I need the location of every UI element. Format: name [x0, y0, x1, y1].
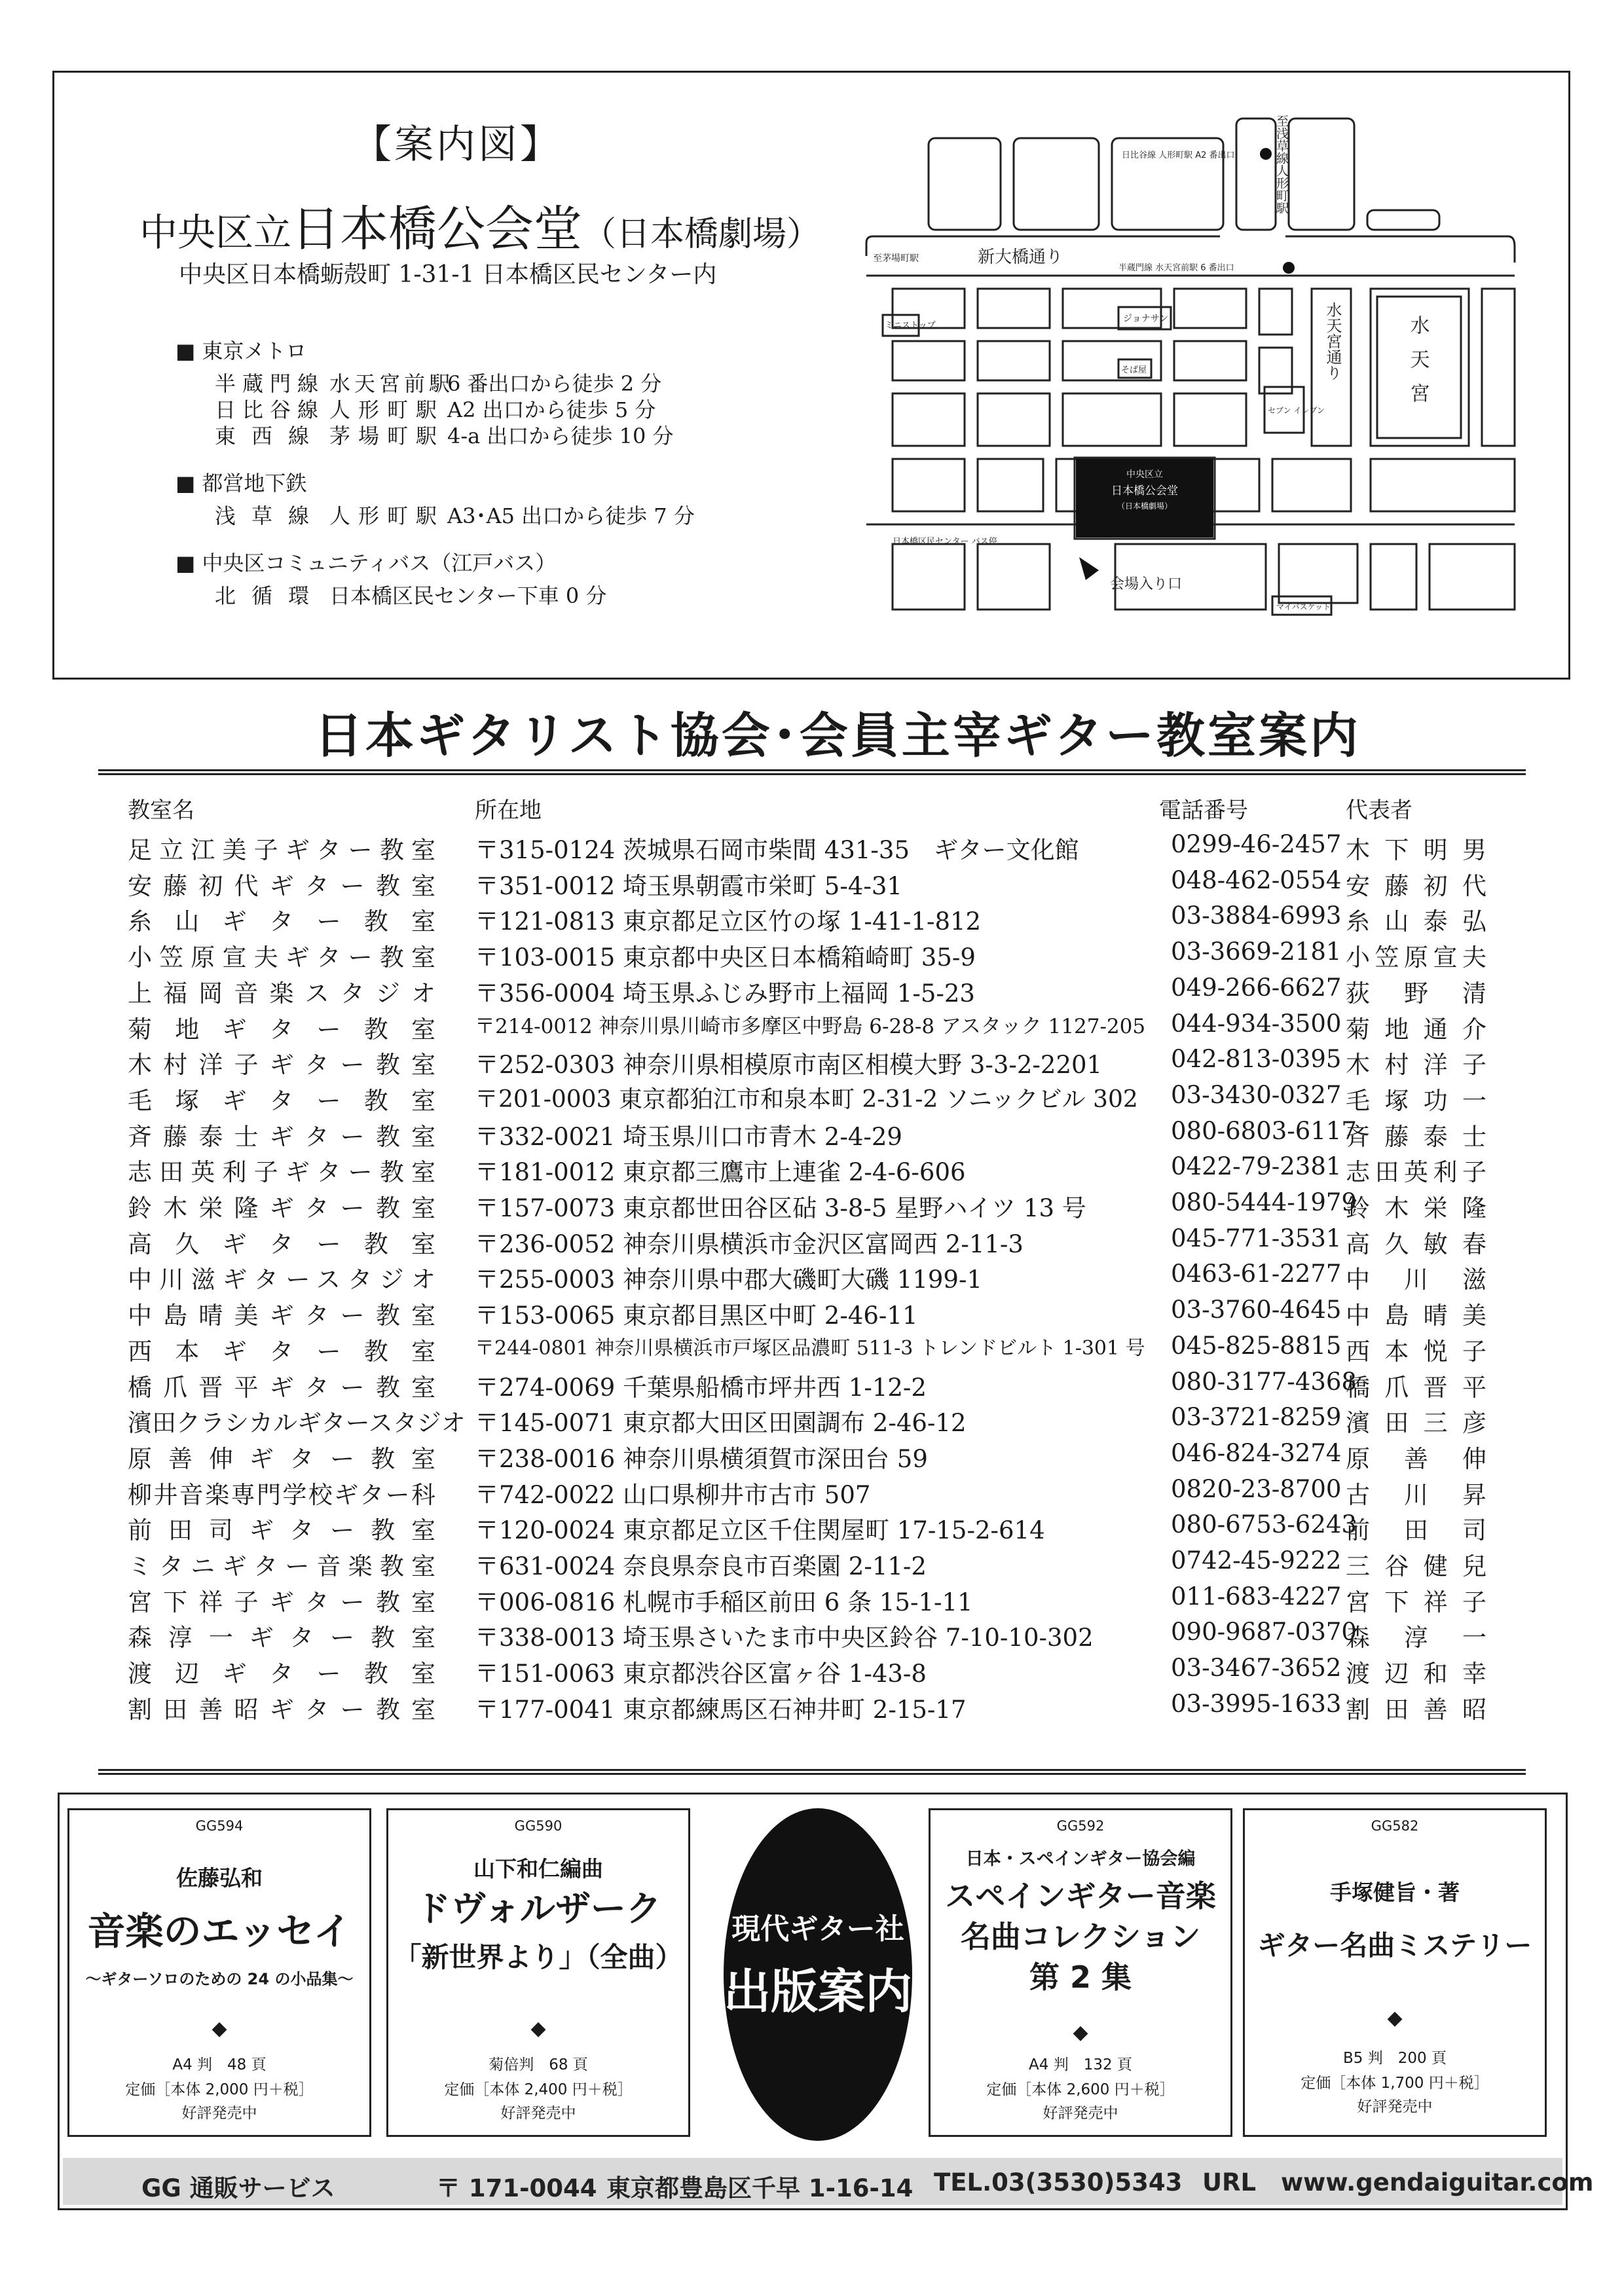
publication-guide-label: 出版案内	[724, 1964, 913, 2019]
transit-heading-bus: ■ 中央区コミュニティバス（江戸バス）	[175, 547, 556, 577]
publication-guide-badge	[724, 1808, 912, 2141]
class-list-title: 日本ギタリスト協会･会員主宰ギター教室案内	[314, 708, 1361, 764]
book-code: GG594	[195, 1818, 244, 1834]
transit-heading-metro: ■ 東京メトロ	[175, 335, 306, 365]
transit-heading-toei: ■ 都営地下鉄	[175, 467, 306, 497]
class-row	[0, 974, 1624, 1009]
class-address: 〒201-0003 東京都狛江市和泉本町 2-31-2 ソニックビル 302	[475, 1085, 1138, 1113]
transit-line: 日比谷線	[215, 397, 325, 422]
class-address: 〒631-0024 奈良県奈良市百楽園 2-11-2	[475, 1552, 927, 1580]
transit-line: 北循環	[215, 583, 325, 608]
class-representative: 前田司	[1346, 1516, 1486, 1545]
class-address: 〒332-0021 埼玉県川口市青木 2-4-29	[475, 1122, 902, 1151]
footer-service: GG 通販サービス	[141, 2174, 335, 2202]
class-tel: 044-934-3500	[1171, 1009, 1342, 1038]
class-tel: 0463-61-2277	[1171, 1260, 1342, 1288]
map-label-shin-ohashi: 新大橋通り	[978, 247, 1063, 267]
class-tel: 048-462-0554	[1171, 866, 1342, 894]
class-row	[0, 866, 1624, 902]
class-representative: 鈴木栄隆	[1346, 1194, 1486, 1222]
map-block	[1371, 544, 1416, 610]
class-representative: 三谷健兒	[1346, 1552, 1486, 1580]
access-map	[853, 99, 1541, 675]
class-name: ミタニギター音楽教室	[128, 1552, 435, 1580]
transit-walk: 4-a 出口から徒歩 10 分	[447, 424, 674, 448]
class-address: 〒181-0012 東京都三鷹市上連雀 2-4-6-606	[475, 1158, 966, 1187]
class-tel: 046-824-3274	[1171, 1438, 1342, 1467]
header-tel: 電話番号	[1159, 797, 1248, 824]
class-representative: 高久敏春	[1346, 1230, 1486, 1258]
book-card-gg592	[929, 1808, 1232, 2137]
class-address: 〒356-0004 埼玉県ふじみ野市上福岡 1-5-23	[475, 979, 975, 1008]
map-hall-label-3: （日本橋劇場）	[1116, 501, 1173, 511]
class-address: 〒153-0065 東京都目黒区中町 2-46-11	[475, 1302, 918, 1330]
class-name: 渡辺ギター教室	[128, 1660, 435, 1688]
map-label-seven: セブン イレブン	[1268, 406, 1325, 415]
book-card-gg590	[386, 1808, 690, 2137]
book-author: 佐藤弘和	[176, 1865, 263, 1891]
class-name: 毛塚ギター教室	[128, 1086, 435, 1115]
class-address: 〒238-0016 神奈川県横須賀市深田台 59	[475, 1444, 928, 1473]
venue-main: 日本橋公会堂	[291, 201, 583, 257]
transit-line: 半蔵門線	[215, 371, 325, 396]
map-block	[1289, 118, 1354, 230]
class-tel: 080-6753-6243	[1171, 1510, 1357, 1539]
class-representative: 濱田三彦	[1346, 1409, 1486, 1438]
class-name: 橋爪晋平ギター教室	[128, 1373, 435, 1402]
class-name: 宮下祥子ギター教室	[128, 1588, 435, 1616]
map-block	[1259, 289, 1292, 335]
map-block	[1482, 289, 1515, 446]
class-name: 中島晴美ギター教室	[128, 1302, 435, 1330]
class-name: 足立江美子ギター教室	[128, 836, 435, 864]
class-name: 柳井音楽専門学校ギター科	[128, 1480, 435, 1509]
class-address: 〒103-0015 東京都中央区日本橋箱崎町 35-9	[475, 943, 976, 972]
transit-walk: A2 出口から徒歩 5 分	[447, 397, 656, 422]
map-road	[866, 236, 1515, 263]
venue-name	[139, 191, 821, 260]
map-label-entrance: 会場入り口	[1110, 576, 1183, 592]
book-size: A4 判 48 頁	[172, 2056, 267, 2073]
class-row	[0, 1081, 1624, 1116]
class-row	[0, 1368, 1624, 1403]
map-block	[1063, 393, 1161, 446]
map-block	[1014, 138, 1099, 230]
access-title: 【案内図】	[352, 122, 562, 168]
book-size: B5 判 200 頁	[1343, 2050, 1447, 2067]
map-label-suitengu: 水天宮	[1406, 315, 1430, 417]
map-label-ministop: ミニストップ	[885, 321, 936, 331]
diamond-icon: ◆	[1387, 2007, 1403, 2030]
map-block	[893, 544, 965, 610]
class-representative: 木村洋子	[1346, 1051, 1486, 1080]
footer-url[interactable]: www.gendaiguitar.com	[1281, 2168, 1594, 2196]
map-block	[1430, 544, 1515, 610]
class-representative: 菊地通介	[1346, 1015, 1486, 1044]
class-row	[0, 1188, 1624, 1224]
class-name: 菊地ギター教室	[128, 1015, 435, 1044]
transit-station: 茅場町駅	[329, 424, 445, 448]
transit-station: 日本橋区民センター下車 0 分	[329, 583, 607, 608]
diamond-icon: ◆	[1073, 2021, 1088, 2044]
subway-exit-6-marker	[1283, 262, 1295, 274]
map-block	[978, 393, 1050, 446]
class-row	[0, 1582, 1624, 1618]
class-row	[0, 1403, 1624, 1438]
class-name: 鈴木栄隆ギター教室	[128, 1194, 435, 1222]
map-label-suitengu-dori: 水天宮通り	[1323, 302, 1342, 380]
map-block	[978, 341, 1050, 380]
book-title-line-3: 第 2 集	[1029, 1959, 1132, 1995]
book-price: 定価［本体 2,600 円＋税］	[986, 2081, 1175, 2098]
map-block	[893, 341, 965, 380]
class-tel: 049-266-6627	[1171, 973, 1342, 1002]
map-block	[1272, 459, 1351, 511]
map-block	[978, 289, 1050, 328]
class-representative: 橋爪晋平	[1346, 1373, 1486, 1402]
class-tel: 0742-45-9222	[1171, 1546, 1342, 1575]
class-address: 〒236-0052 神奈川県横浜市金沢区富岡西 2-11-3	[475, 1230, 1024, 1258]
class-representative: 木下明男	[1346, 836, 1486, 864]
book-title-line-2: 名曲コレクション	[960, 1919, 1201, 1954]
book-size: A4 判 132 頁	[1029, 2056, 1132, 2073]
class-address: 〒120-0024 東京都足立区千住関屋町 17-15-2-614	[475, 1516, 1045, 1545]
class-tel: 03-3721-8259	[1171, 1403, 1342, 1432]
class-row	[0, 1654, 1624, 1689]
venue-paren: （日本橋劇場）	[582, 215, 821, 254]
footer-address: 東京都豊島区千早 1-16-14	[606, 2174, 913, 2202]
map-block	[893, 393, 965, 446]
map-label-soba: そば屋	[1121, 365, 1147, 375]
map-label-a2-exit: 日比谷線 人形町駅 A2 番出口	[1122, 151, 1235, 160]
footer-postal: 〒 171-0044	[436, 2174, 597, 2202]
book-code: GG592	[1056, 1818, 1105, 1834]
class-tel: 090-9687-0370	[1171, 1618, 1357, 1647]
book-code: GG590	[514, 1818, 563, 1834]
class-address: 〒244-0801 神奈川県横浜市戸塚区品濃町 511-3 トレンドビルト 1-301 号	[475, 1336, 1145, 1360]
header-address: 所在地	[475, 797, 542, 824]
entrance-arrow	[1079, 557, 1099, 580]
title-divider	[98, 769, 1526, 775]
class-name: 前田司ギター教室	[128, 1516, 435, 1545]
list-bottom-divider	[98, 1769, 1526, 1775]
class-representative: 西本悦子	[1346, 1337, 1486, 1366]
class-tel: 080-3177-4368	[1171, 1367, 1357, 1396]
class-representative: 安藤初代	[1346, 871, 1486, 900]
class-name: 濱田クラシカルギタースタジオ	[128, 1409, 466, 1438]
class-address: 〒151-0063 東京都渋谷区富ヶ谷 1-43-8	[475, 1660, 927, 1688]
class-tel: 03-3995-1633	[1171, 1689, 1342, 1718]
book-title-line-2: 「新世界より」（全曲）	[394, 1941, 683, 1973]
map-label-kayabacho: 至茅場町駅	[873, 253, 919, 264]
class-tel: 03-3430-0327	[1171, 1080, 1342, 1109]
book-price: 定価［本体 2,000 円＋税］	[125, 2081, 314, 2098]
map-block	[1236, 118, 1276, 230]
mail-order-footer	[63, 2158, 1594, 2205]
class-address: 〒351-0012 埼玉県朝霞市栄町 5-4-31	[475, 871, 902, 900]
map-hall-label-2: 日本橋公会堂	[1111, 484, 1178, 498]
class-representative: 原善伸	[1346, 1444, 1486, 1473]
class-representative: 志田英利子	[1346, 1158, 1486, 1187]
book-title-line-1: スペインギター音楽	[945, 1878, 1216, 1914]
header-name: 教室名	[128, 797, 194, 824]
class-tel: 0299-46-2457	[1171, 830, 1342, 858]
class-representative: 宮下祥子	[1346, 1588, 1486, 1616]
venue-address: 中央区日本橋蛎殻町 1-31-1 日本橋区民センター内	[179, 261, 717, 288]
header-rep: 代表者	[1346, 797, 1412, 824]
class-address: 〒274-0069 千葉県船橋市坪井西 1-12-2	[475, 1373, 927, 1402]
class-name: 割田善昭ギター教室	[128, 1695, 435, 1724]
class-representative: 斉藤泰士	[1346, 1122, 1486, 1151]
class-address: 〒255-0003 神奈川県中郡大磯町大磯 1199-1	[475, 1266, 983, 1294]
book-sale: 好評発売中	[500, 2105, 576, 2122]
venue-prefix: 中央区立	[139, 210, 292, 255]
access-map-box	[52, 71, 1570, 680]
map-block	[1371, 459, 1515, 511]
class-address: 〒121-0813 東京都足立区竹の塚 1-41-1-812	[475, 907, 982, 936]
footer-url-label: URL	[1202, 2168, 1257, 2196]
transit-walk: 6 番出口から徒歩 2 分	[447, 371, 662, 396]
class-address: 〒177-0041 東京都練馬区石神井町 2-15-17	[475, 1695, 967, 1724]
class-address: 〒338-0013 埼玉県さいたま市中央区鈴谷 7-10-10-302	[475, 1624, 1094, 1652]
class-row	[0, 1224, 1624, 1260]
transit-station: 人形町駅	[329, 397, 445, 422]
class-row	[0, 1332, 1624, 1367]
diamond-icon: ◆	[530, 2017, 546, 2040]
transit-station: 水天宮前駅	[329, 371, 454, 396]
map-label-6-exit: 半蔵門線 水天宮前駅 6 番出口	[1118, 263, 1234, 273]
map-label-jonathan: ジョナサン	[1123, 314, 1169, 324]
book-subtitle: 〜ギターソロのための 24 の小品集〜	[85, 1970, 354, 1988]
transit-walk: A3･A5 出口から徒歩 7 分	[447, 503, 695, 528]
class-row	[0, 938, 1624, 973]
class-representative: 荻野清	[1346, 979, 1486, 1008]
class-address: 〒006-0816 札幌市手稲区前田 6 条 15-1-11	[475, 1588, 973, 1616]
class-representative: 森淳一	[1346, 1624, 1486, 1652]
class-row	[0, 1152, 1624, 1188]
class-tel: 03-3884-6993	[1171, 902, 1342, 930]
book-sale: 好評発売中	[181, 2105, 257, 2122]
class-row	[0, 1510, 1624, 1546]
class-row	[0, 1475, 1624, 1510]
map-label-asakusa: 至浅草線人形町駅	[1274, 115, 1289, 214]
map-label-bus-stop: 日本橋区民センター バス停	[893, 537, 997, 547]
map-block	[978, 544, 1050, 610]
class-tel: 045-825-8815	[1171, 1331, 1342, 1360]
map-label-mybasket: マイバスケット	[1276, 602, 1331, 611]
class-tel: 03-3467-3652	[1171, 1654, 1342, 1683]
map-block	[1367, 210, 1439, 230]
class-name: 西本ギター教室	[128, 1337, 435, 1366]
transit-line: 東西線	[215, 424, 325, 448]
class-name: 安藤初代ギター教室	[128, 871, 435, 900]
class-row	[0, 1260, 1624, 1295]
class-row	[0, 1045, 1624, 1080]
map-block	[893, 459, 965, 511]
class-name: 木村洋子ギター教室	[128, 1051, 435, 1080]
class-row	[0, 1296, 1624, 1331]
class-address: 〒315-0124 茨城県石岡市柴間 431-35 ギター文化館	[475, 836, 1079, 864]
class-row	[0, 1618, 1624, 1653]
class-representative: 古川昇	[1346, 1480, 1486, 1509]
class-name: 原善伸ギター教室	[128, 1444, 435, 1473]
class-tel: 080-5444-1979	[1171, 1188, 1357, 1216]
class-row	[0, 1010, 1624, 1045]
map-block	[978, 459, 1043, 511]
class-representative: 中島晴美	[1346, 1302, 1486, 1330]
class-tel: 045-771-3531	[1171, 1224, 1342, 1252]
map-block	[1279, 544, 1357, 603]
book-code: GG582	[1371, 1818, 1419, 1834]
class-row	[0, 830, 1624, 866]
map-block	[1174, 393, 1246, 446]
class-name: 糸山ギター教室	[128, 907, 435, 936]
book-author: 手塚健旨・著	[1330, 1880, 1460, 1905]
class-row	[0, 1690, 1624, 1725]
class-representative: 糸山泰弘	[1346, 907, 1486, 936]
transit-station: 人形町駅	[329, 503, 445, 528]
class-tel: 03-3760-4645	[1171, 1296, 1342, 1324]
book-price: 定価［本体 1,700 円＋税］	[1301, 2075, 1489, 2092]
class-name: 小笠原宣夫ギター教室	[128, 943, 435, 972]
class-address: 〒157-0073 東京都世田谷区砧 3-8-5 星野ハイツ 13 号	[475, 1194, 1086, 1222]
class-address: 〒742-0022 山口県柳井市古市 507	[475, 1480, 871, 1509]
book-size: 菊倍判 68 頁	[489, 2056, 588, 2073]
footer-tel: TEL.03(3530)5343	[934, 2168, 1183, 2196]
book-sale: 好評発売中	[1043, 2105, 1118, 2122]
class-name: 志田英利子ギター教室	[128, 1158, 435, 1187]
class-address: 〒214-0012 神奈川県川崎市多摩区中野島 6-28-8 アスタック 1127-205	[475, 1014, 1146, 1038]
class-name: 高久ギター教室	[128, 1230, 435, 1258]
class-tel: 080-6803-6117	[1171, 1116, 1357, 1145]
class-representative: 渡辺和幸	[1346, 1660, 1486, 1688]
class-tel: 03-3669-2181	[1171, 938, 1342, 966]
book-author: 山下和仁編曲	[473, 1856, 603, 1882]
book-card-gg594	[67, 1808, 371, 2137]
class-representative: 割田善昭	[1346, 1695, 1486, 1724]
class-name: 森淳一ギター教室	[128, 1624, 435, 1652]
transit-line: 浅草線	[215, 503, 325, 528]
class-row	[0, 902, 1624, 937]
book-author: 日本・スペインギター協会編	[965, 1849, 1196, 1869]
class-row	[0, 1546, 1624, 1582]
book-title: ギター名曲ミステリー	[1257, 1929, 1532, 1961]
map-block	[1174, 341, 1246, 380]
book-card-gg582	[1243, 1808, 1547, 2137]
class-address: 〒145-0071 東京都大田区田園調布 2-46-12	[475, 1409, 967, 1438]
diamond-icon: ◆	[212, 2017, 227, 2040]
class-row	[0, 1439, 1624, 1474]
class-name: 斉藤泰士ギター教室	[128, 1122, 435, 1151]
class-tel: 0422-79-2381	[1171, 1152, 1342, 1181]
class-representative: 毛塚功一	[1346, 1086, 1486, 1115]
class-representative: 中川滋	[1346, 1266, 1486, 1294]
subway-exit-a2-marker	[1260, 148, 1272, 160]
book-title: 音楽のエッセイ	[87, 1909, 352, 1954]
map-block	[929, 138, 1001, 230]
class-tel: 0820-23-8700	[1171, 1474, 1342, 1503]
book-sale: 好評発売中	[1357, 2098, 1433, 2115]
class-row	[0, 1117, 1624, 1152]
class-representative: 小笠原宣夫	[1346, 943, 1486, 972]
book-price: 定価［本体 2,400 円＋税］	[444, 2081, 633, 2098]
class-name: 上福岡音楽スタジオ	[128, 979, 435, 1008]
publisher-name: 現代ギター社	[731, 1912, 904, 1946]
class-tel: 042-813-0395	[1171, 1045, 1342, 1074]
class-name: 中川滋ギタースタジオ	[128, 1266, 435, 1294]
map-block	[1174, 289, 1246, 328]
class-tel: 011-683-4227	[1171, 1582, 1342, 1611]
map-hall-label-1: 中央区立	[1126, 469, 1163, 480]
book-title-line-1: ドヴォルザーク	[415, 1888, 661, 1929]
class-address: 〒252-0303 神奈川県相模原市南区相模大野 3-3-2-2201	[475, 1051, 1103, 1080]
